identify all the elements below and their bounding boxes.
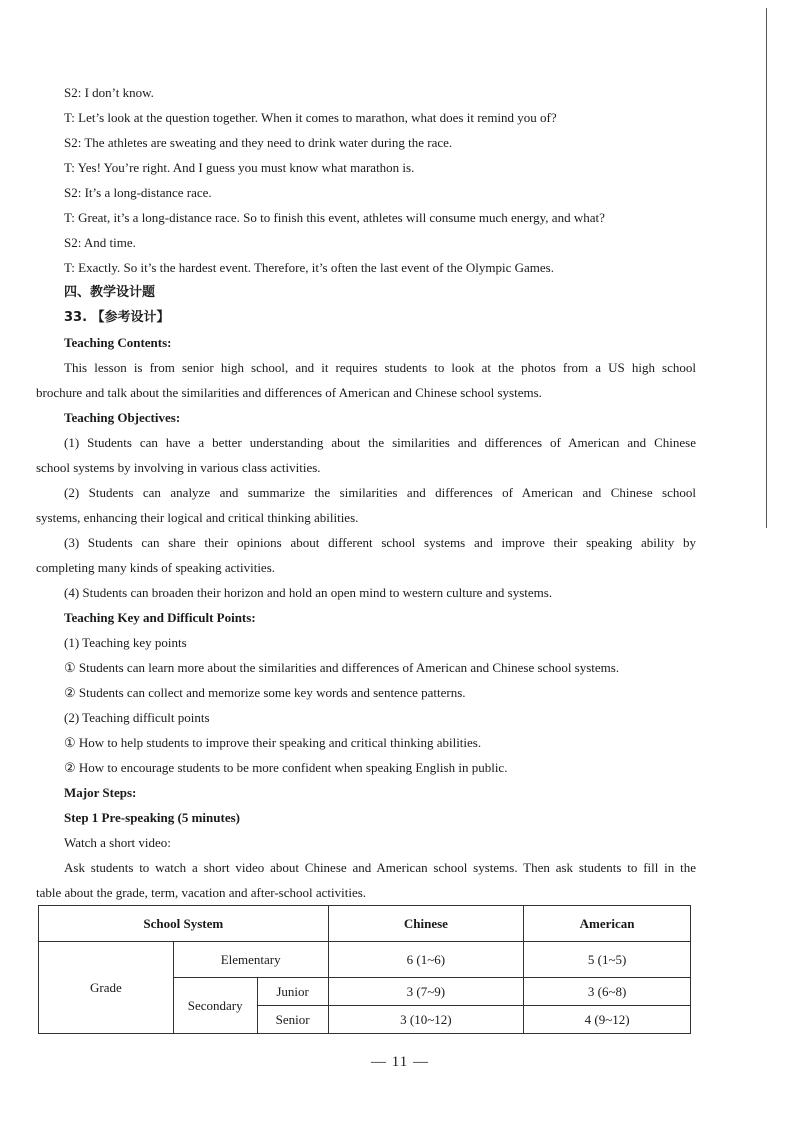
dialogue-line: S2: I don’t know. — [64, 85, 154, 100]
teaching-objectives-heading: Teaching Objectives: — [64, 410, 181, 425]
paragraph-line: (2) Students can analyze and summarize the similarities and differences of American and Chinese school — [64, 485, 696, 500]
paragraph-line: (4) Students can broaden their horizon and hold an open mind to western culture and systems. — [64, 585, 553, 600]
grade-cell: Grade — [39, 942, 174, 1034]
paragraph-line: brochure and talk about the similarities and differences of American and Chinese school systems. — [36, 385, 542, 400]
list-item: ① Students can learn more about the similarities and differences of American and Chinese school systems. — [64, 660, 620, 675]
elementary-label: Elementary — [173, 942, 328, 978]
paragraph-line: (3) Students can share their opinions about different school systems and improve their speaking ability by — [64, 535, 696, 550]
elementary-american: 5 (1~5) — [524, 942, 691, 978]
margin-rule — [766, 8, 767, 528]
question-label: 33. 【参考设计】 — [64, 310, 170, 325]
paragraph-line: Watch a short video: — [64, 835, 171, 850]
section-heading: 四、教学设计题 — [64, 285, 156, 300]
step-title: Step 1 Pre-speaking (5 minutes) — [64, 810, 240, 825]
header-chinese: Chinese — [328, 906, 524, 942]
table-header-row — [39, 906, 691, 942]
paragraph-line: systems, enhancing their logical and critical thinking abilities. — [36, 510, 359, 525]
school-system-table — [38, 905, 691, 1034]
paragraph-line: completing many kinds of speaking activities. — [36, 560, 276, 575]
dialogue-line: T: Yes! You’re right. And I guess you must know what marathon is. — [64, 160, 415, 175]
dialogue-line: S2: The athletes are sweating and they need to drink water during the race. — [64, 135, 453, 150]
paragraph-line: Ask students to watch a short video about Chinese and American school systems. Then ask students to fill in the — [64, 860, 696, 875]
dialogue-line: S2: It’s a long-distance race. — [64, 185, 212, 200]
junior-american: 3 (6~8) — [524, 978, 691, 1006]
list-item: ② Students can collect and memorize some key words and sentence patterns. — [64, 685, 466, 700]
dialogue-line: S2: And time. — [64, 235, 136, 250]
key-points-heading: Teaching Key and Difficult Points: — [64, 610, 256, 625]
senior-label: Senior — [257, 1006, 328, 1034]
senior-american: 4 (9~12) — [524, 1006, 691, 1034]
page-content — [36, 80, 696, 905]
dialogue-line: T: Let’s look at the question together. When it comes to marathon, what does it remind you of? — [64, 110, 557, 125]
teaching-contents-heading: Teaching Contents: — [64, 335, 172, 350]
junior-label: Junior — [257, 978, 328, 1006]
paragraph-line: This lesson is from senior high school, and it requires students to look at the photos from a US high school — [64, 360, 696, 375]
dialogue-line: T: Exactly. So it’s the hardest event. Therefore, it’s often the last event of the Olympic Games. — [64, 260, 554, 275]
list-item: ① How to help students to improve their speaking and critical thinking abilities. — [64, 735, 482, 750]
list-item: ② How to encourage students to be more confident when speaking English in public. — [64, 760, 508, 775]
paragraph-line: school systems by involving in various class activities. — [36, 460, 321, 475]
paragraph-line: (1) Students can have a better understanding about the similarities and differences of American and Chinese — [64, 435, 696, 450]
list-item: (1) Teaching key points — [64, 635, 187, 650]
list-item: (2) Teaching difficult points — [64, 710, 210, 725]
header-school-system: School System — [39, 906, 329, 942]
dialogue-line: T: Great, it’s a long-distance race. So to finish this event, athletes will consume much energy, and what? — [64, 210, 605, 225]
major-steps-heading: Major Steps: — [64, 785, 137, 800]
secondary-label: Secondary — [173, 978, 257, 1034]
paragraph-line: table about the grade, term, vacation and after-school activities. — [36, 885, 367, 900]
junior-chinese: 3 (7~9) — [328, 978, 524, 1006]
page-number: — 11 — — [371, 1054, 429, 1070]
header-american: American — [524, 906, 691, 942]
elementary-chinese: 6 (1~6) — [328, 942, 524, 978]
table-row — [39, 942, 691, 978]
senior-chinese: 3 (10~12) — [328, 1006, 524, 1034]
